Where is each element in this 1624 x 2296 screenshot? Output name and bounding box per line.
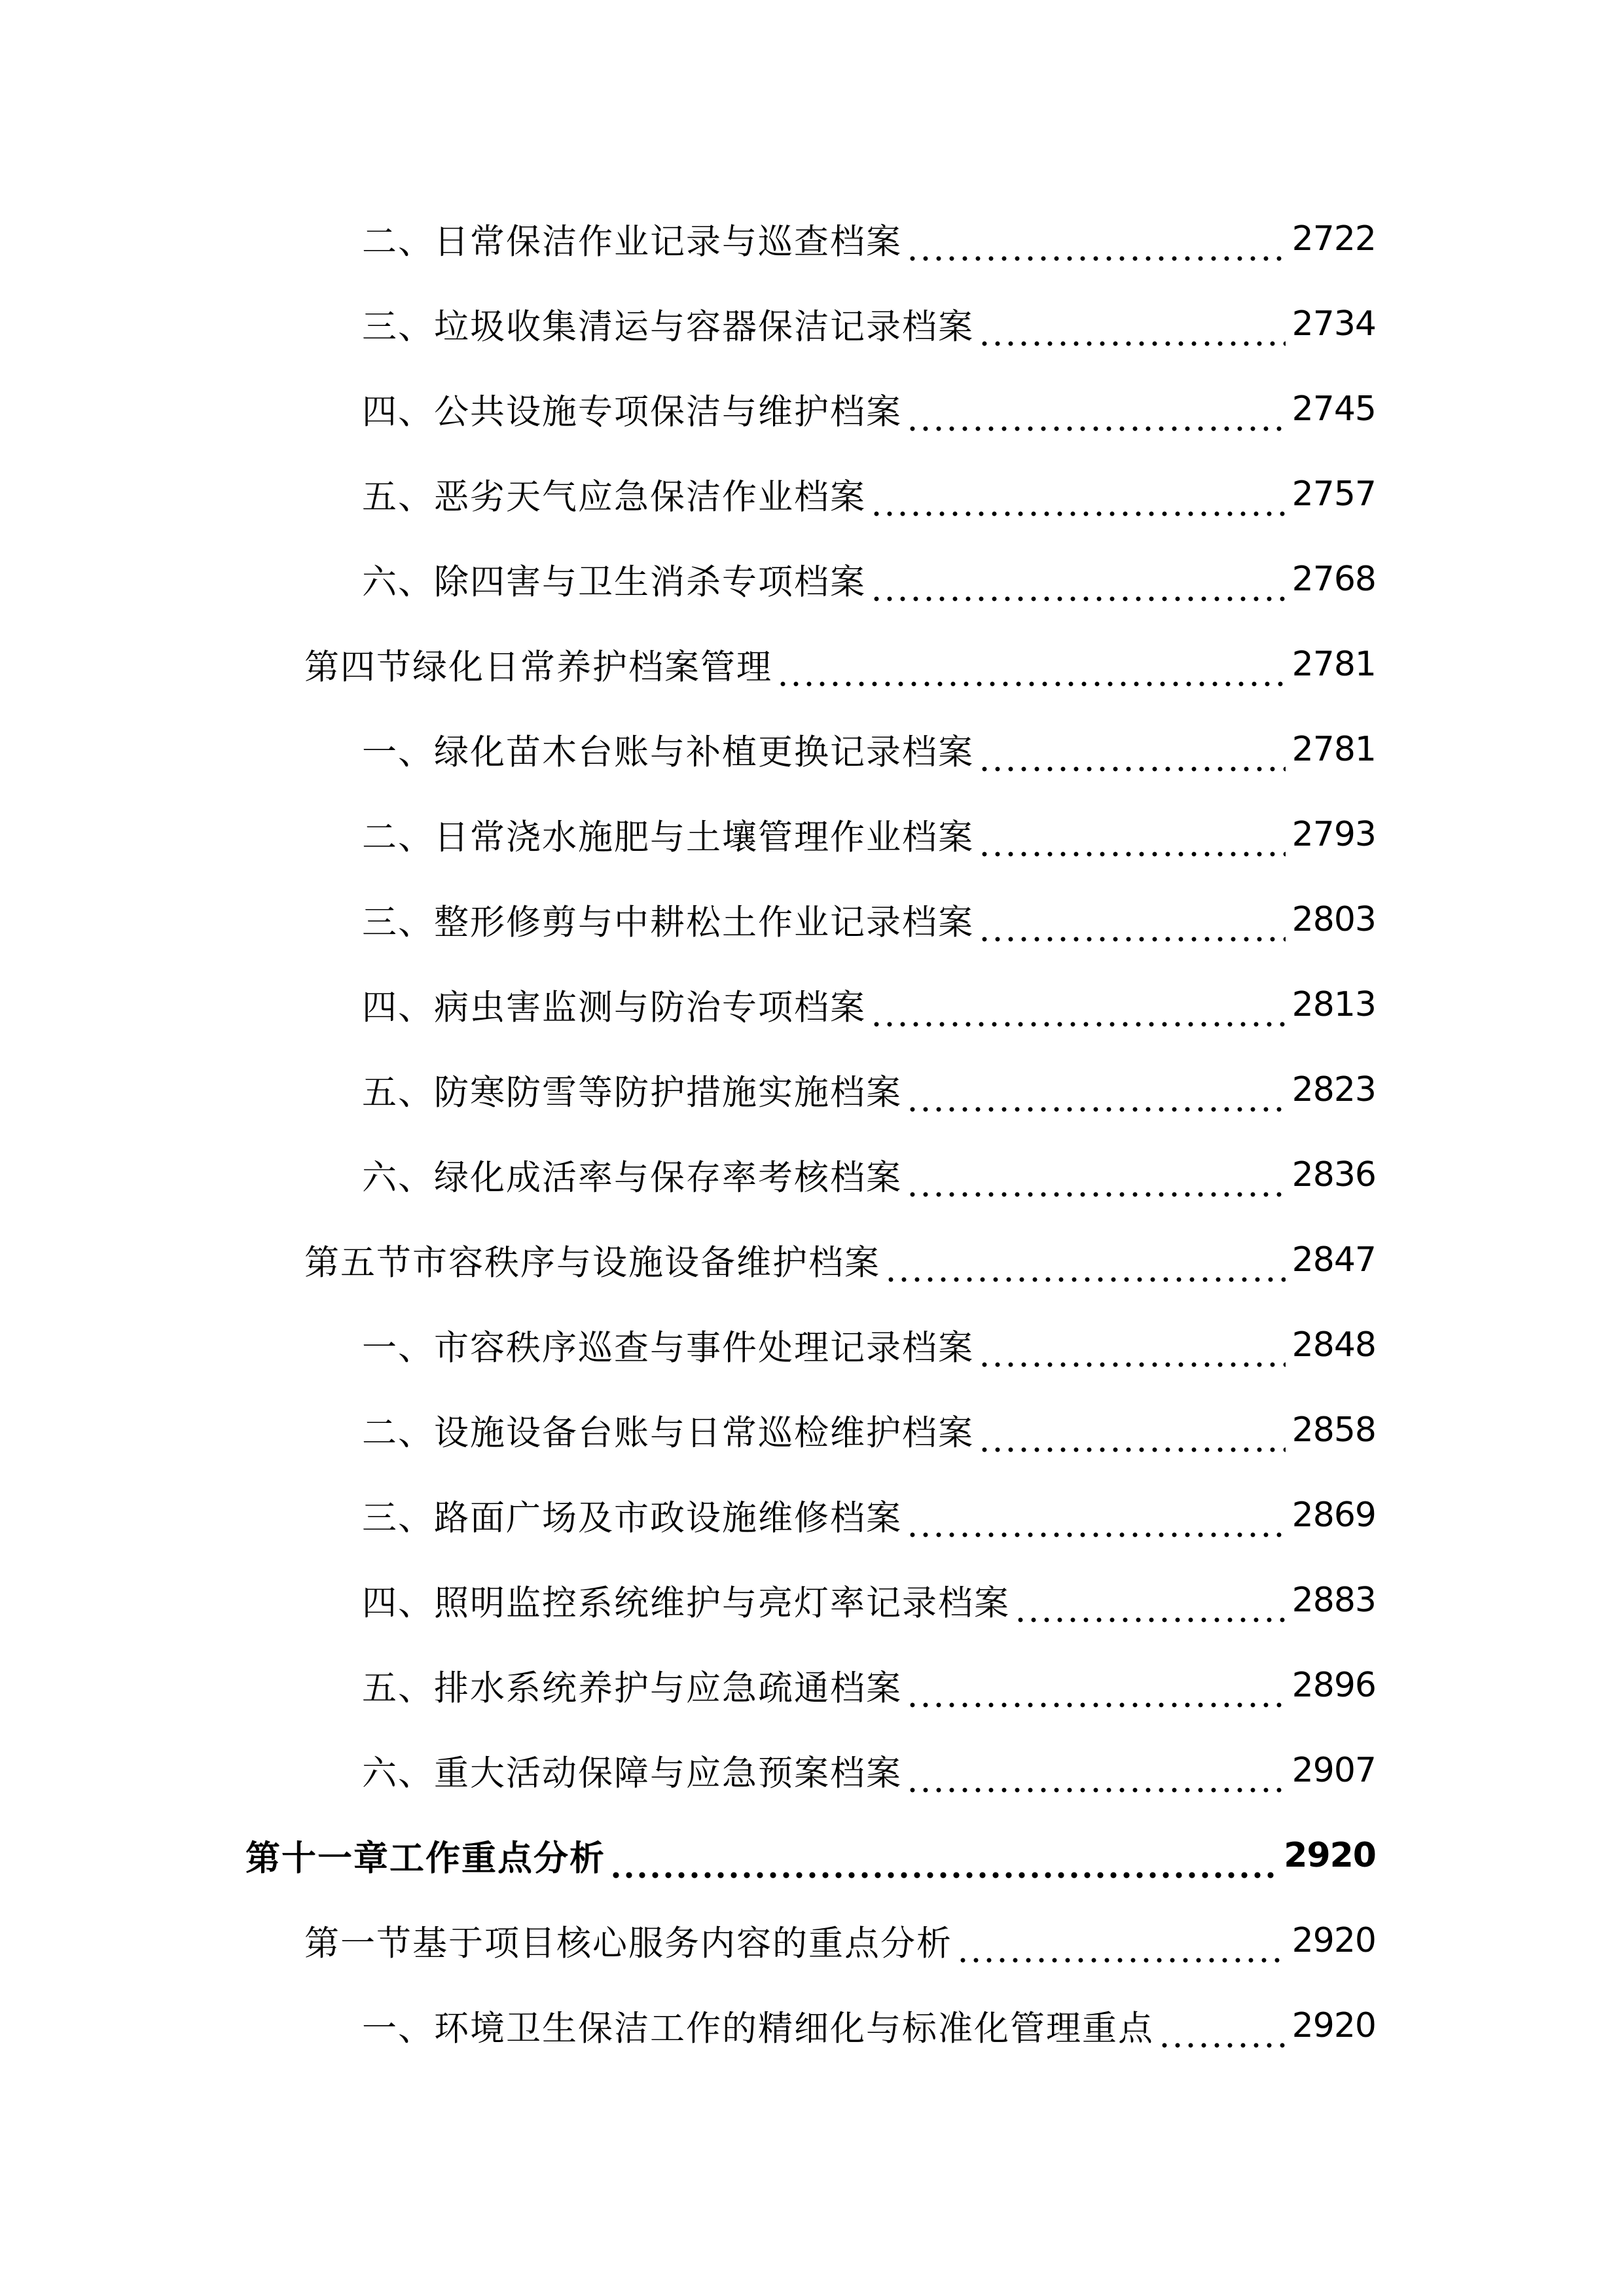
toc-entry[interactable]	[362, 1492, 1376, 1538]
toc-entry-page: 2745	[1291, 389, 1376, 429]
toc-entry-title: 第五节市容秩序与设施设备维护档案	[304, 1243, 880, 1283]
toc-entry[interactable]	[362, 1662, 1376, 1708]
toc-entry-title: 三、垃圾收集清运与容器保洁记录档案	[362, 307, 974, 347]
toc-entry-title: 六、重大活动保障与应急预案档案	[362, 1753, 902, 1793]
toc-entry-title: 四、照明监控系统维护与亮灯率记录档案	[362, 1583, 1010, 1623]
toc-entry[interactable]	[362, 1152, 1376, 1198]
toc-entry-title: 五、恶劣天气应急保洁作业档案	[362, 477, 866, 517]
dot-leader	[906, 1492, 1286, 1538]
toc-section-heading[interactable]	[304, 1237, 1376, 1283]
dot-leader	[776, 641, 1286, 687]
toc-entry-title: 二、日常浇水施肥与土壤管理作业档案	[362, 817, 974, 857]
dot-leader	[609, 1833, 1277, 1878]
dot-leader	[884, 1237, 1286, 1283]
dot-leader	[978, 726, 1286, 772]
toc-entry-page: 2757	[1291, 475, 1376, 514]
toc-entry-page: 2836	[1291, 1155, 1376, 1194]
toc-entry[interactable]	[362, 897, 1376, 942]
toc-entry-page: 2781	[1291, 645, 1376, 684]
dot-leader	[906, 216, 1286, 262]
toc-entry-title: 一、市容秩序巡查与事件处理记录档案	[362, 1328, 974, 1368]
toc-entry-title: 四、病虫害监测与防治专项档案	[362, 988, 866, 1028]
dot-leader	[1014, 1577, 1286, 1623]
toc-entry[interactable]	[362, 301, 1376, 347]
dot-leader	[978, 301, 1286, 347]
toc-entry-page: 2883	[1291, 1581, 1376, 1620]
toc-entry-title: 三、路面广场及市政设施维修档案	[362, 1498, 902, 1538]
dot-leader	[978, 1322, 1286, 1368]
toc-entry[interactable]	[362, 812, 1376, 857]
toc-entry-page: 2823	[1291, 1070, 1376, 1109]
toc-entry-title: 三、整形修剪与中耕松土作业记录档案	[362, 903, 974, 942]
toc-entry-page: 2768	[1291, 560, 1376, 599]
toc-entry[interactable]	[362, 556, 1376, 602]
dot-leader	[978, 897, 1286, 942]
toc-entry-title: 二、日常保洁作业记录与巡查档案	[362, 222, 902, 262]
toc-entry-title: 一、绿化苗木台账与补植更换记录档案	[362, 732, 974, 772]
toc-entry-page: 2858	[1291, 1410, 1376, 1450]
toc-entry-page: 2920	[1284, 1836, 1376, 1875]
toc-entry-page: 2847	[1291, 1240, 1376, 1280]
toc-entry-title: 第一节基于项目核心服务内容的重点分析	[304, 1924, 952, 1964]
toc-entry-page: 2896	[1291, 1666, 1376, 1705]
toc-entry-title: 五、防寒防雪等防护措施实施档案	[362, 1073, 902, 1113]
dot-leader	[870, 471, 1286, 517]
toc-entry[interactable]	[362, 1407, 1376, 1453]
toc-entry[interactable]	[362, 982, 1376, 1028]
toc-entry[interactable]	[362, 216, 1376, 262]
toc-entry-page: 2722	[1291, 219, 1376, 259]
toc-entry-title: 二、设施设备台账与日常巡检维护档案	[362, 1413, 974, 1453]
toc-entry[interactable]	[362, 1067, 1376, 1113]
toc-entry-page: 2848	[1291, 1325, 1376, 1365]
toc-entry[interactable]	[362, 1748, 1376, 1793]
dot-leader	[1158, 2003, 1286, 2049]
dot-leader	[956, 1918, 1286, 1964]
toc-entry-title: 第十一章工作重点分析	[245, 1838, 605, 1878]
dot-leader	[906, 386, 1286, 432]
toc-entry-title: 六、除四害与卫生消杀专项档案	[362, 562, 866, 602]
toc-entry-page: 2734	[1291, 304, 1376, 344]
toc-entry-page: 2803	[1291, 900, 1376, 939]
toc-chapter-heading[interactable]	[245, 1833, 1376, 1878]
toc-entry[interactable]	[362, 471, 1376, 517]
toc-entry-page: 2781	[1291, 730, 1376, 769]
toc-entry-page: 2920	[1291, 1921, 1376, 1960]
dot-leader	[906, 1067, 1286, 1113]
dot-leader	[870, 556, 1286, 602]
toc-entry[interactable]	[362, 2003, 1376, 2049]
toc-entry[interactable]	[362, 1322, 1376, 1368]
toc-entry-title: 四、公共设施专项保洁与维护档案	[362, 392, 902, 432]
dot-leader	[906, 1748, 1286, 1793]
toc-entry[interactable]	[362, 726, 1376, 772]
dot-leader	[978, 1407, 1286, 1453]
dot-leader	[906, 1152, 1286, 1198]
toc-entry-page: 2869	[1291, 1496, 1376, 1535]
dot-leader	[870, 982, 1286, 1028]
toc-entry-page: 2920	[1291, 2006, 1376, 2045]
toc-section-heading[interactable]	[304, 641, 1376, 687]
dot-leader	[978, 812, 1286, 857]
toc-entry-title: 一、环境卫生保洁工作的精细化与标准化管理重点	[362, 2009, 1154, 2049]
toc-entry-title: 六、绿化成活率与保存率考核档案	[362, 1158, 902, 1198]
toc-section-heading[interactable]	[304, 1918, 1376, 1964]
toc-entry-page: 2907	[1291, 1751, 1376, 1790]
toc-entry-page: 2793	[1291, 815, 1376, 854]
toc-entry-page: 2813	[1291, 985, 1376, 1024]
toc-entry-title: 五、排水系统养护与应急疏通档案	[362, 1668, 902, 1708]
dot-leader	[906, 1662, 1286, 1708]
toc-entry-title: 第四节绿化日常养护档案管理	[304, 647, 772, 687]
toc-entry[interactable]	[362, 1577, 1376, 1623]
toc-entry[interactable]	[362, 386, 1376, 432]
